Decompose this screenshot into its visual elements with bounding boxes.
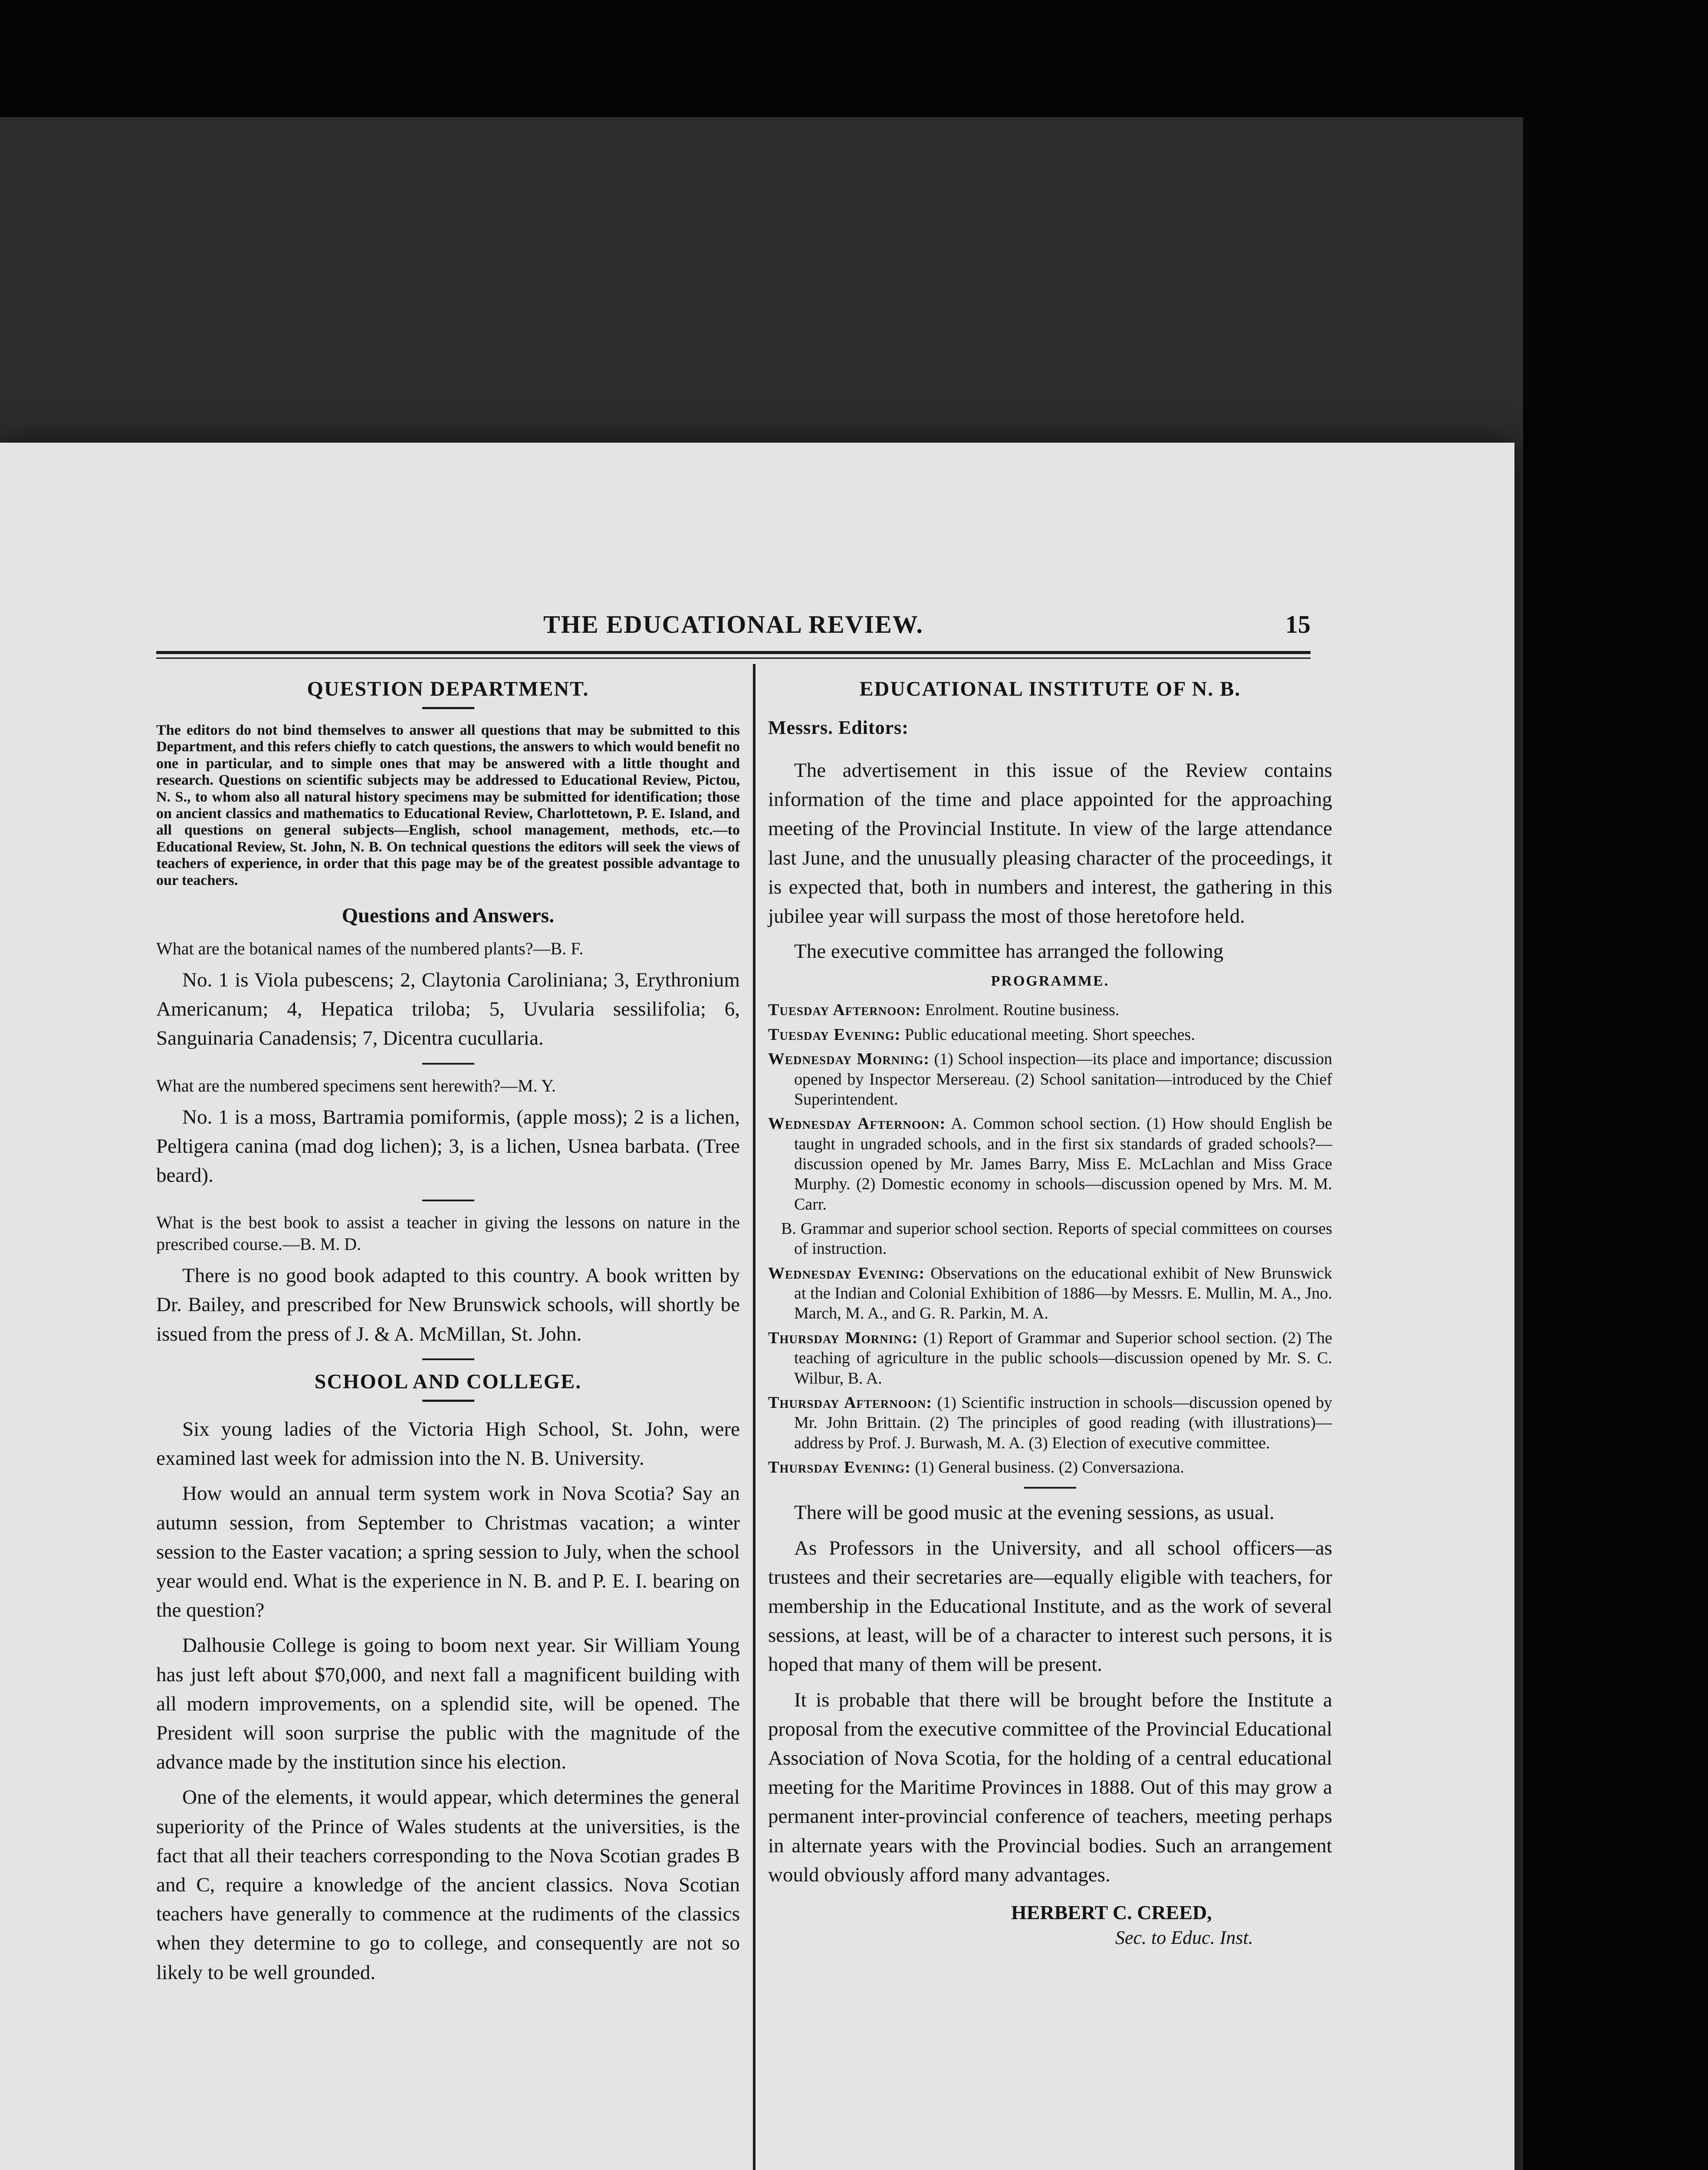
programme-item-label: Wednesday Morning: — [768, 1050, 930, 1069]
letter-paragraph-3: There will be good music at the evening sessions, as usual. — [794, 1501, 1274, 1524]
letter-paragraph-1: The advertisement in this issue of the Review contains information of the time and place appointed for the approaching meeting of the Provincial Institute. In view of the large attendance last June, and the unusually pleasing character of the proceedings, it is expected that, both in numbers and interest, the gathering in this jubilee year will surpass the most of those heretofore held. — [768, 759, 1332, 928]
programme-item — [768, 1457, 1332, 1477]
letter-paragraph-5: It is probable that there will be brought before the Institute a proposal from the executive committee of the Provincial Educational Association of Nova Scotia, for the holding of a central educational meeting for the Maritime Provinces in 1888. Out of this may grow a permanent inter-provincial conference of teachers, meeting perhaps in alternate years with the Provincial bodies. Such an arrangement would obviously afford many advantages. — [768, 1688, 1332, 1886]
question-1: What are the botanical names of the numbered plants?—B. F. — [156, 939, 584, 959]
school-paragraph-4: One of the elements, it would appear, which determines the general superiority of the Prince of Wales students at the universities, is the fact that all their teachers corresponding to the Nova Scotian grades B and C, require a knowledge of the ancient classics. Nova Scotian teachers have generally to commence at the rudiments of the classics when they determine to go to college, and consequently are not so likely to be well grounded. — [156, 1786, 740, 1984]
programme-item — [768, 1219, 1332, 1259]
programme-item-label: Thursday Morning: — [768, 1328, 918, 1347]
newspaper-page — [0, 443, 1514, 2170]
question-2: What are the numbered specimens sent herewith?—M. Y. — [156, 1075, 556, 1095]
salutation: Messrs. Editors: — [768, 717, 909, 738]
signature-title: Sec. to Educ. Inst. — [1115, 1927, 1253, 1948]
school-paragraph-2: How would an annual term system work in Nova Scotia? Say an autumn session, from September to Christmas vacation; a winter session to the Easter vacation; a spring session to July, when the school year would end. What is the experience in N. B. and P. E. I. bearing on the question? — [156, 1482, 740, 1622]
separator-rule — [422, 1358, 474, 1360]
programme-heading: PROGRAMME. — [991, 973, 1110, 990]
programme-item-text: (1) School inspection—its place and importance; discussion opened by Inspector Mersereau. (2) School sanitation—introduced by the Chief Superintendent. — [794, 1050, 1332, 1108]
programme-item-text: (1) Report of Grammar and Superior school section. (2) The teaching of agriculture in the public schools—discussion opened by Mr. S. C. Wilbur, B. A. — [794, 1328, 1332, 1387]
programme-item — [768, 1263, 1332, 1324]
programme-item-label: Thursday Evening: — [768, 1458, 911, 1476]
question-3: What is the best book to assist a teacher in giving the lessons on nature in the prescribed course.—B. M. D. — [156, 1213, 740, 1254]
right-column — [768, 673, 1332, 1949]
programme-item-label: Tuesday Evening: — [768, 1025, 901, 1044]
programme-item — [768, 1000, 1332, 1020]
programme-item-text: Enrolment. Routine business. — [925, 1001, 1120, 1019]
programme-item-text: Observations on the educational exhibit of New Brunswick at the Indian and Colonial Exhibition of 1886—by Messrs. E. Mullin, M. A., Jno. March, M. A., and G. R. Parkin, M. A. — [794, 1264, 1332, 1323]
school-college-heading: SCHOOL AND COLLEGE. — [314, 1370, 582, 1393]
programme-item-text: (1) Scientific instruction in schools—discussion opened by Mr. John Brittain. (2) The principles of good reading (with illustrations)—address by Prof. J. Burwash, M. A. (3) Election of executive committee. — [794, 1393, 1332, 1452]
letter-paragraph-2: The executive committee has arranged the following — [794, 940, 1224, 963]
page-number: 15 — [1285, 610, 1311, 638]
question-department-heading: QUESTION DEPARTMENT. — [307, 677, 589, 700]
programme-item — [768, 1393, 1332, 1453]
institute-heading: EDUCATIONAL INSTITUTE OF N. B. — [859, 677, 1241, 700]
separator-rule — [422, 1200, 474, 1201]
editors-note: The editors do not bind themselves to answer all questions that may be submitted to this Department, and this refers chiefly to catch questions, the answers to which would benefit no one in particular, and to simple ones that may be answered with a little thought and research. Questions on scientific subjects may be addressed to Educational Review, Pictou, N. S., to whom also all natural history specimens may be submitted for identification; those on ancient classics and mathematics to Educational Review, Charlottetown, P. E. Island, and all questions on general subjects—English, school management, methods, etc.—to Educational Review, St. John, N. B. On technical questions the editors will seek the views of teachers of experience, in order that this page may be of the greatest possible advantage to our teachers. — [156, 722, 740, 888]
programme-item-text: A. Common school section. (1) How should English be taught in ungraded schools, and in the first six standards of graded schools?—discussion opened by Mr. James Barry, Miss E. McLachlan and Miss Grace Murphy. (2) Domestic economy in schools—discussion opened by Mrs. M. M. Carr. — [794, 1115, 1332, 1213]
header-rule-thick — [156, 651, 1311, 654]
heading-rule — [422, 707, 474, 709]
programme-item — [768, 1049, 1332, 1109]
publication-title: THE EDUCATIONAL REVIEW. — [543, 610, 923, 638]
programme-item-text: Public educational meeting. Short speeches. — [904, 1025, 1195, 1044]
header-rule-thin — [156, 658, 1311, 659]
programme-item-text: B. Grammar and superior school section. Reports of special committees on courses of instruction. — [781, 1220, 1332, 1258]
school-paragraph-1: Six young ladies of the Victoria High School, St. John, were examined last week for admission into the N. B. University. — [156, 1417, 740, 1470]
separator-rule — [1024, 1487, 1076, 1489]
answer-3: There is no good book adapted to this country. A book written by Dr. Bailey, and prescribed for New Brunswick schools, will shortly be issued from the press of J. & A. McMillan, St. John. — [156, 1264, 740, 1345]
qa-heading: Questions and Answers. — [342, 904, 555, 927]
letter-paragraph-4: As Professors in the University, and all school officers—as trustees and their secretaries are—equally eligible with teachers, for membership in the Educational Institute, and as the work of several sessions, at least, will be of a character to interest such persons, it is hoped that many of them will be present. — [768, 1536, 1332, 1676]
programme-item-label: Wednesday Evening: — [768, 1264, 925, 1282]
answer-1: No. 1 is Viola pubescens; 2, Claytonia Caroliniana; 3, Erythronium Americanum; 4, Hepatica triloba; 5, Uvularia sessilifolia; 6, Sanguinaria Canadensis; 7, Dicentra cucullaria. — [156, 969, 740, 1050]
answer-2: No. 1 is a moss, Bartramia pomiformis, (apple moss); 2 is a lichen, Peltigera canina (mad dog lichen); 3, is a lichen, Usnea barbata. (Tree beard). — [156, 1105, 740, 1187]
programme-item — [768, 1025, 1332, 1045]
separator-rule — [422, 1063, 474, 1065]
school-paragraph-3: Dalhousie College is going to boom next year. Sir William Young has just left about $70,000, and next fall a magnificent building with all modern improvements, on a splendid site, will be opened. The President will soon surprise the public with the magnitude of the advance made by the institution since his election. — [156, 1634, 740, 1774]
programme-item-label: Wednesday Afternoon: — [768, 1115, 946, 1133]
programme-item-text: (1) General business. (2) Conversaziona. — [915, 1458, 1184, 1476]
left-column — [156, 673, 740, 1993]
signature-name: HERBERT C. CREED, — [1011, 1901, 1212, 1923]
programme-item-label: Tuesday Afternoon: — [768, 1001, 921, 1019]
programme-item — [768, 1114, 1332, 1214]
programme-item — [768, 1328, 1332, 1388]
column-divider — [753, 664, 755, 2170]
heading-rule — [422, 1400, 474, 1402]
page-header — [156, 610, 1311, 649]
programme-item-label: Thursday Afternoon: — [768, 1393, 933, 1412]
